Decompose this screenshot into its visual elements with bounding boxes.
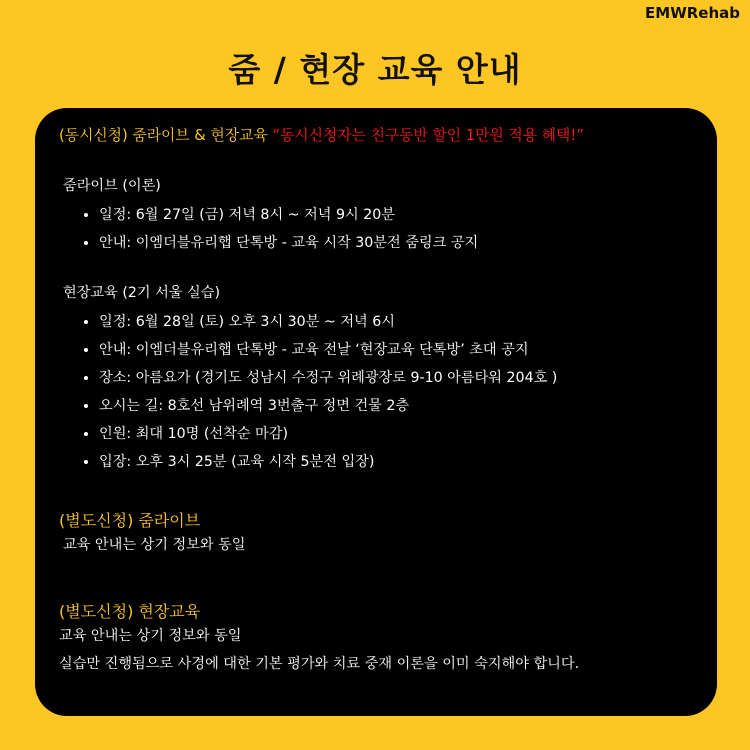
list-item: • 일정: 6월 27일 (금) 저녁 8시 ~ 저녁 9시 20분: [99, 201, 693, 229]
zoom-section: [59, 175, 693, 257]
onsite-section: [59, 282, 693, 476]
page-title: 줌 / 현장 교육 안내: [228, 50, 522, 89]
separate-onsite-heading: (별도신청) 현장교육: [59, 602, 201, 621]
zoom-list: [63, 201, 693, 257]
list-item: • 오시는 길: 8호선 남위례역 3번출구 정면 건물 2층: [99, 392, 693, 420]
brand-logo-text: EMWRehab: [645, 4, 740, 22]
list-item: • 안내: 이엠더블유리햅 단톡방 - 교육 전날 ‘현장교육 단톡방’ 초대 공지: [99, 336, 693, 364]
zoom-section-label: 줌라이브 (이론): [63, 178, 161, 194]
onsite-section-label: 현장교육 (2기 서울 실습): [63, 285, 220, 301]
separate-zoom-heading: (별도신청) 줌라이브: [59, 511, 201, 530]
list-item: • 장소: 아름요가 (경기도 성남시 수정구 위례광장로 9-10 아름타워 204호 ): [99, 364, 693, 392]
headline-combined-label: (동시신청) 줌라이브 & 현장교육: [59, 127, 268, 144]
onsite-list: [63, 308, 693, 476]
info-card: [35, 108, 717, 716]
separate-onsite-line1: 교육 안내는 상기 정보와 동일: [59, 628, 242, 644]
list-item: • 일정: 6월 28일 (토) 오후 3시 30분 ~ 저녁 6시: [99, 308, 693, 336]
headline-discount-notice: “동시신청자는 친구동반 할인 1만원 적용 혜택!”: [272, 127, 584, 144]
separate-onsite-line2: 실습만 진행됨으로 사경에 대한 기본 평가와 치료 중재 이론을 이미 숙지해야 합니다.: [59, 656, 580, 672]
separate-zoom-text: 교육 안내는 상기 정보와 동일: [63, 537, 246, 553]
headline: [59, 124, 693, 145]
list-item: • 안내: 이엠더블유리햅 단톡방 - 교육 시작 30분전 줌링크 공지: [99, 229, 693, 257]
list-item: • 인원: 최대 10명 (선착순 마감): [99, 420, 693, 448]
list-item: • 입장: 오후 3시 25분 (교육 시작 5분전 입장): [99, 448, 693, 476]
